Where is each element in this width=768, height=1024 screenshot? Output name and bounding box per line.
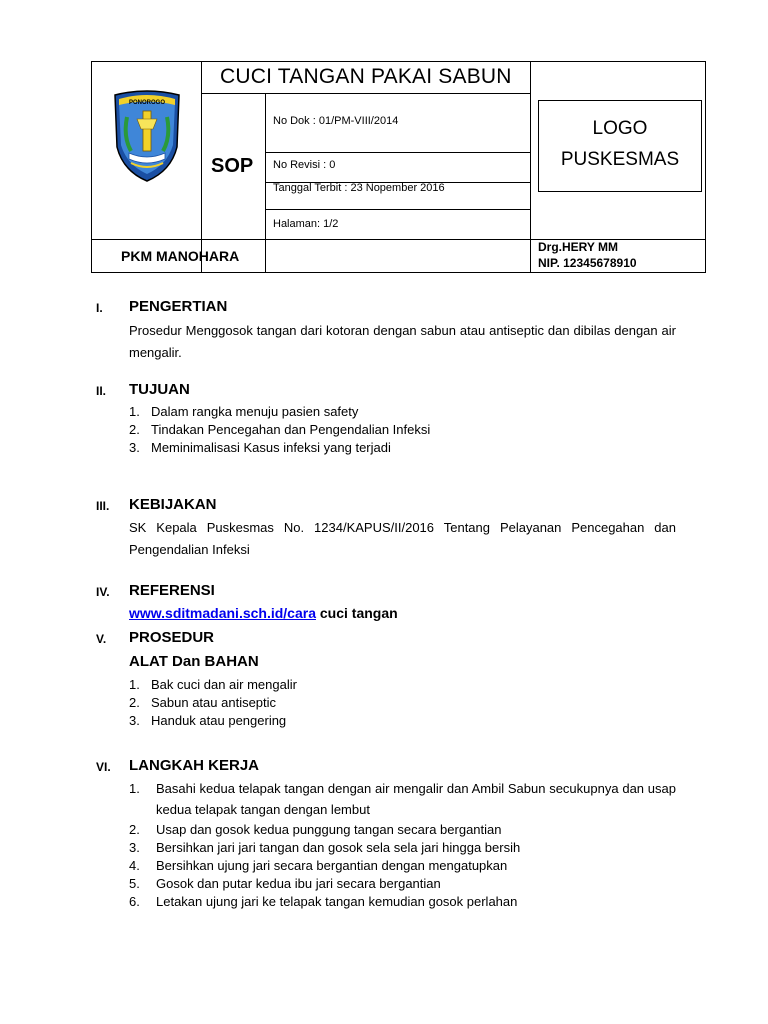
list-item (129, 893, 676, 911)
list-item-text: Bak cuci dan air mengalir (151, 677, 297, 692)
list-item-number: 1. (129, 677, 140, 692)
heading-kebijakan: KEBIJAKAN (129, 496, 217, 513)
numeral-iv: IV. (96, 585, 110, 599)
numeral-iii: III. (96, 499, 110, 513)
list-item-text: Sabun atau antiseptic (151, 695, 277, 710)
list-item-text: Meminimalisasi Kasus infeksi yang terjadi (151, 440, 391, 455)
heading-langkah-kerja: LANGKAH KERJA (129, 757, 260, 774)
table-border-left (91, 61, 92, 273)
signer-nip: NIP. 12345678910 (538, 256, 637, 270)
table-divider-sop (265, 93, 266, 273)
list-item (129, 839, 676, 857)
table-divider-tanggal (265, 209, 531, 210)
tujuan-list (129, 403, 430, 457)
sop-header-table (91, 61, 706, 273)
signer-block (538, 239, 637, 271)
halaman: Halaman: 1/2 (273, 218, 339, 230)
list-item (129, 875, 676, 893)
list-item (129, 778, 676, 820)
numeral-vi: VI. (96, 760, 111, 774)
list-item (129, 821, 676, 839)
list-item-number: 3. (129, 440, 140, 455)
list-item (129, 439, 430, 457)
list-item-number: 5. (129, 876, 140, 891)
heading-pengertian: PENGERTIAN (129, 298, 228, 315)
list-item-text: Tindakan Pencegahan dan Pengendalian Infeksi (151, 422, 431, 437)
table-border-bottom (91, 272, 706, 273)
list-item (129, 676, 297, 694)
list-item-number: 6. (129, 894, 140, 909)
signer-name: Drg.HERY MM (538, 240, 619, 254)
tanggal-terbit: Tanggal Terbit : 23 Nopember 2016 (273, 182, 445, 194)
list-item-text: Handuk atau pengering (151, 713, 287, 728)
list-item-number: 1. (129, 781, 140, 796)
list-item-number: 4. (129, 858, 140, 873)
logo-line-2: PUSKESMAS (560, 149, 680, 170)
logo-line-1: LOGO (592, 118, 648, 139)
numeral-v: V. (96, 632, 107, 646)
pkm-name: PKM MANOHARA (121, 248, 240, 264)
ponorogo-emblem-icon (109, 89, 185, 185)
list-item-number: 3. (129, 713, 140, 728)
list-item (129, 694, 297, 712)
numeral-ii: II. (96, 384, 107, 398)
list-item (129, 403, 430, 421)
list-item-text: Bersihkan ujung jari secara bergantian dengan mengatupkan (156, 858, 508, 873)
table-border-top (91, 61, 706, 62)
referensi-link[interactable]: www.sditmadani.sch.id/cara (129, 605, 316, 621)
kebijakan-text: SK Kepala Puskesmas No. 1234/KAPUS/II/2016 Tentang Pelayanan Pencegahan dan Pengendalian Infeksi (129, 520, 676, 557)
no-dok: No Dok : 01/PM-VIII/2014 (273, 115, 399, 127)
list-item-text: Basahi kedua telapak tangan dengan air mengalir dan Ambil Sabun secukupnya dan usap kedua telapak tangan dengan lembut (156, 781, 676, 817)
list-item-text: Usap dan gosok kedua punggung tangan secara bergantian (156, 822, 502, 837)
list-item (129, 421, 430, 439)
heading-tujuan: TUJUAN (129, 381, 190, 398)
list-item-text: Letakan ujung jari ke telapak tangan kemudian gosok perlahan (156, 894, 518, 909)
table-border-right (705, 61, 706, 273)
list-item-number: 2. (129, 695, 140, 710)
table-divider-title (201, 93, 531, 94)
list-item-number: 1. (129, 404, 140, 419)
logo-puskesmas-box (538, 100, 702, 192)
svg-text:PONOROGO: PONOROGO (128, 100, 166, 106)
list-item-text: Gosok dan putar kedua ibu jari secara bergantian (156, 876, 441, 891)
subheading-alat-bahan: ALAT Dan BAHAN (129, 653, 259, 670)
numeral-i: I. (96, 301, 103, 315)
alat-bahan-list (129, 676, 297, 730)
table-divider-nodok (265, 152, 531, 153)
list-item (129, 857, 676, 875)
referensi-suffix: cuci tangan (315, 605, 398, 621)
list-item-number: 2. (129, 822, 140, 837)
document-title: CUCI TANGAN PAKAI SABUN (220, 65, 512, 88)
langkah-kerja-list (129, 778, 676, 911)
list-item-number: 2. (129, 422, 140, 437)
no-revisi: No Revisi : 0 (273, 159, 336, 171)
list-item-number: 3. (129, 840, 140, 855)
sop-label: SOP (211, 155, 254, 177)
heading-referensi: REFERENSI (129, 582, 215, 599)
list-item-text: Bersihkan jari jari tangan dan gosok sela sela jari hingga bersih (156, 840, 521, 855)
heading-prosedur: PROSEDUR (129, 629, 215, 646)
list-item (129, 712, 297, 730)
pengertian-text: Prosedur Menggosok tangan dari kotoran dengan sabun atau antiseptic dan dibilas dengan air mengalir. (129, 323, 676, 360)
referensi-line (129, 605, 398, 621)
list-item-text: Dalam rangka menuju pasien safety (151, 404, 359, 419)
